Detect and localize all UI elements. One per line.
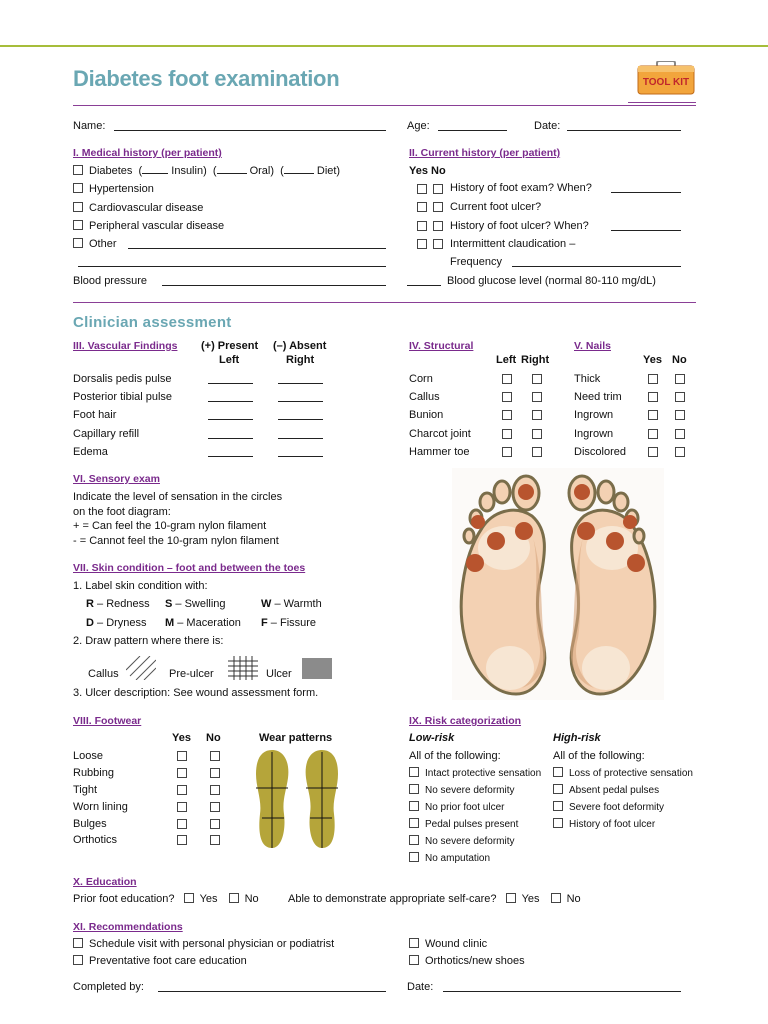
diet-field[interactable] — [284, 173, 314, 174]
low-risk-checkbox[interactable] — [409, 835, 419, 845]
toolkit-label: TOOL KIT — [642, 77, 690, 88]
foot-exam-no[interactable] — [433, 184, 443, 194]
name-label: Name: — [73, 120, 106, 132]
footwear-row-label: Orthotics — [73, 834, 118, 846]
skin-code: W – Warmth — [261, 598, 322, 610]
preulcer-pattern-icon — [228, 656, 258, 680]
sensory-line: on the foot diagram: — [73, 506, 171, 518]
footwear-row-label: Tight — [73, 784, 98, 796]
structural-right-checkbox[interactable] — [532, 447, 542, 457]
structural-right-checkbox[interactable] — [532, 392, 542, 402]
high-risk-checkbox[interactable] — [553, 801, 563, 811]
frequency-label: Frequency — [450, 256, 502, 268]
nails-heading: V. Nails — [574, 340, 611, 352]
top-rule — [0, 45, 768, 47]
nails-no-header: No — [672, 354, 687, 366]
diabetes-checkbox[interactable] — [73, 165, 83, 175]
blood-glucose-label: Blood glucose level (normal 80-110 mg/dL) — [447, 275, 656, 287]
toolkit-icon — [637, 61, 695, 95]
self-care-no-checkbox[interactable] — [551, 893, 561, 903]
structural-right-checkbox[interactable] — [532, 410, 542, 420]
diabetes-label: Diabetes — [89, 165, 133, 177]
structural-row-label: Hammer toe — [409, 446, 470, 458]
footwear-yes-checkbox[interactable] — [177, 751, 187, 761]
hypertension-checkbox[interactable] — [73, 183, 83, 193]
footwear-row-label: Bulges — [73, 818, 107, 830]
completed-by-label: Completed by: — [73, 981, 144, 993]
current-history-heading: II. Current history (per patient) — [409, 147, 561, 159]
recommendation-item: Wound clinic — [409, 938, 487, 950]
footwear-no-header: No — [206, 732, 221, 744]
nails-yes-checkbox[interactable] — [648, 392, 658, 402]
footwear-row-label: Loose — [73, 750, 103, 762]
footwear-row-label: Worn lining — [73, 801, 128, 813]
footwear-yes-header: Yes — [172, 732, 191, 744]
risk-heading: IX. Risk categorization — [409, 715, 522, 727]
sensory-line: + = Can feel the 10-gram nylon filament — [73, 520, 267, 532]
header-rule-accent — [628, 102, 696, 103]
current-item-label: Intermittent claudication – — [450, 238, 576, 250]
structural-left-checkbox[interactable] — [502, 447, 512, 457]
low-risk-all-following: All of the following: — [409, 750, 501, 762]
ulcer-history-no[interactable] — [433, 221, 443, 231]
nails-no-checkbox[interactable] — [675, 429, 685, 439]
section-rule — [73, 302, 696, 303]
absent-header: (–) Absent — [273, 340, 327, 352]
low-risk-item: No prior foot ulcer — [409, 801, 504, 813]
vascular-row-label: Foot hair — [73, 409, 117, 421]
footwear-heading: VIII. Footwear — [73, 715, 142, 727]
structural-left-checkbox[interactable] — [502, 429, 512, 439]
footwear-yes-checkbox[interactable] — [177, 835, 187, 845]
education-heading: X. Education — [73, 876, 137, 888]
recommendation-item: Schedule visit with personal physician or podiatrist — [73, 938, 334, 950]
name-field[interactable] — [114, 130, 386, 131]
medical-history-heading: I. Medical history (per patient) — [73, 147, 222, 159]
structural-right-checkbox[interactable] — [532, 429, 542, 439]
vascular-right-field[interactable] — [278, 401, 323, 402]
medical-item-label: Other — [89, 238, 117, 250]
footwear-no-checkbox[interactable] — [210, 785, 220, 795]
vascular-right-field[interactable] — [278, 383, 323, 384]
footwear-no-checkbox[interactable] — [210, 802, 220, 812]
nails-no-checkbox[interactable] — [675, 410, 685, 420]
nails-yes-header: Yes — [643, 354, 662, 366]
medical-item-label: Peripheral vascular disease — [89, 220, 225, 232]
structural-row-label: Bunion — [409, 409, 444, 421]
recommendation-checkbox[interactable] — [73, 955, 83, 965]
nails-no-checkbox[interactable] — [675, 392, 685, 402]
high-risk-header: High-risk — [553, 732, 601, 744]
yes-label: Yes — [521, 893, 540, 905]
structural-row-label: Corn — [409, 373, 433, 385]
diet-label: Diet) — [316, 165, 341, 177]
vascular-row-label: Edema — [73, 446, 108, 458]
footer-date-label: Date: — [407, 981, 434, 993]
skin-step3: 3. Ulcer description: See wound assessment form. — [73, 687, 319, 699]
callus-label: Callus — [88, 668, 119, 680]
low-risk-header: Low-risk — [409, 732, 455, 744]
header-rule — [73, 105, 696, 106]
other-field-cont[interactable] — [78, 266, 386, 267]
skin-code: M – Maceration — [165, 617, 241, 629]
medical-item — [73, 220, 224, 232]
age-field[interactable] — [438, 130, 507, 131]
footwear-no-checkbox[interactable] — [210, 819, 220, 829]
sensory-line: Indicate the level of sensation in the circles — [73, 491, 283, 503]
skin-code: S – Swelling — [165, 598, 226, 610]
sensory-heading: VI. Sensory exam — [73, 473, 160, 485]
vascular-right-field[interactable] — [278, 419, 323, 420]
structural-left-checkbox[interactable] — [502, 374, 512, 384]
clinician-heading: Clinician assessment — [73, 314, 232, 331]
nails-yes-checkbox[interactable] — [648, 410, 658, 420]
date-label: Date: — [534, 120, 561, 132]
high-risk-checkbox[interactable] — [553, 784, 563, 794]
yes-no-header: Yes No — [409, 165, 446, 177]
nails-row-label: Need trim — [574, 391, 622, 403]
age-label: Age: — [407, 120, 430, 132]
medical-item-label: Hypertension — [89, 183, 154, 195]
current-item-label: History of foot ulcer? When? — [450, 220, 589, 232]
peripheral-vascular-checkbox[interactable] — [73, 220, 83, 230]
nails-no-checkbox[interactable] — [675, 374, 685, 384]
structural-left-header: Left — [496, 354, 517, 366]
claudication-yes[interactable] — [417, 239, 427, 249]
yes-label: Yes — [199, 893, 218, 905]
structural-heading: IV. Structural — [409, 340, 474, 352]
low-risk-item: No severe deformity — [409, 784, 514, 796]
diabetes-row: Diabetes ( Insulin) ( Oral) ( Diet) — [73, 165, 340, 177]
ulcer-pattern-icon — [302, 658, 332, 679]
footwear-yes-checkbox[interactable] — [177, 768, 187, 778]
high-risk-item: Absent pedal pulses — [553, 784, 659, 796]
nails-yes-checkbox[interactable] — [648, 374, 658, 384]
skin-code: R – Redness — [86, 598, 150, 610]
blood-pressure-label: Blood pressure — [73, 275, 147, 287]
vascular-left-field[interactable] — [208, 456, 253, 457]
structural-left-checkbox[interactable] — [502, 392, 512, 402]
nails-yes-checkbox[interactable] — [648, 429, 658, 439]
other-field[interactable] — [128, 248, 386, 249]
footwear-no-checkbox[interactable] — [210, 835, 220, 845]
frequency-field[interactable] — [512, 266, 681, 267]
prior-education-label: Prior foot education? — [73, 893, 175, 905]
recommendation-checkbox[interactable] — [409, 955, 419, 965]
structural-row-label: Charcot joint — [409, 428, 471, 440]
high-risk-item: Severe foot deformity — [553, 801, 664, 813]
date-field[interactable] — [567, 130, 681, 131]
high-risk-item: Loss of protective sensation — [553, 767, 693, 779]
structural-right-header: Right — [521, 354, 550, 366]
blood-pressure-field[interactable] — [162, 285, 386, 286]
recommendation-checkbox[interactable] — [73, 938, 83, 948]
blood-glucose-field[interactable] — [407, 285, 441, 286]
low-risk-item: Pedal pulses present — [409, 818, 518, 830]
low-risk-checkbox[interactable] — [409, 818, 419, 828]
low-risk-item: No severe deformity — [409, 835, 514, 847]
ulcer-history-yes[interactable] — [417, 221, 427, 231]
vascular-heading: III. Vascular Findings — [73, 340, 178, 352]
insulin-label: Insulin) — [171, 165, 207, 177]
oral-label: Oral) — [249, 165, 275, 177]
footwear-no-checkbox[interactable] — [210, 768, 220, 778]
medical-item — [73, 183, 154, 195]
no-label: No — [566, 893, 581, 905]
low-risk-checkbox[interactable] — [409, 784, 419, 794]
structural-row-label: Callus — [409, 391, 440, 403]
medical-item — [73, 238, 117, 250]
skin-step1: 1. Label skin condition with: — [73, 580, 208, 592]
no-label: No — [244, 893, 259, 905]
self-care-yes-checkbox[interactable] — [506, 893, 516, 903]
footer-date-field[interactable] — [443, 991, 681, 992]
vascular-row-label: Dorsalis pedis pulse — [73, 373, 172, 385]
vascular-row-label: Posterior tibial pulse — [73, 391, 173, 403]
oral-field[interactable] — [217, 173, 247, 174]
nails-yes-checkbox[interactable] — [648, 447, 658, 457]
nails-row-label: Thick — [574, 373, 601, 385]
low-risk-item: No amputation — [409, 852, 490, 864]
nails-row-label: Ingrown — [574, 428, 614, 440]
footwear-no-checkbox[interactable] — [210, 751, 220, 761]
high-risk-item: History of foot ulcer — [553, 818, 655, 830]
page-title: Diabetes foot examination — [73, 66, 340, 91]
vascular-right-field[interactable] — [278, 438, 323, 439]
vascular-left-field[interactable] — [208, 383, 253, 384]
self-care-row — [288, 893, 581, 905]
prior-education-yes-checkbox[interactable] — [184, 893, 194, 903]
current-ulcer-no[interactable] — [433, 202, 443, 212]
cardiovascular-checkbox[interactable] — [73, 202, 83, 212]
vascular-left-field[interactable] — [208, 401, 253, 402]
sensory-line: - = Cannot feel the 10-gram nylon filament — [73, 535, 279, 547]
skin-step2: 2. Draw pattern where there is: — [73, 635, 224, 647]
prior-education-no-checkbox[interactable] — [229, 893, 239, 903]
nails-row-label: Discolored — [574, 446, 626, 458]
foot-exam-when-field[interactable] — [611, 192, 681, 193]
high-risk-checkbox[interactable] — [553, 767, 563, 777]
current-item-label: History of foot exam? When? — [450, 182, 592, 194]
present-header: (+) Present — [201, 340, 259, 352]
right-header: Right — [286, 354, 315, 366]
medical-item-label: Cardiovascular disease — [89, 202, 204, 214]
preulcer-label: Pre-ulcer — [169, 668, 214, 680]
low-risk-checkbox[interactable] — [409, 852, 419, 862]
structural-left-checkbox[interactable] — [502, 410, 512, 420]
left-header: Left — [219, 354, 240, 366]
completed-by-field[interactable] — [158, 991, 386, 992]
low-risk-item: Intact protective sensation — [409, 767, 541, 779]
vascular-left-field[interactable] — [208, 419, 253, 420]
wear-pattern-insoles — [252, 748, 344, 850]
vascular-right-field[interactable] — [278, 456, 323, 457]
insulin-field[interactable] — [142, 173, 168, 174]
medical-item — [73, 202, 203, 214]
education-row — [73, 893, 259, 905]
foot-diagram — [452, 468, 664, 700]
current-item-label: Current foot ulcer? — [450, 201, 542, 213]
low-risk-checkbox[interactable] — [409, 801, 419, 811]
current-ulcer-yes[interactable] — [417, 202, 427, 212]
skin-code: F – Fissure — [261, 617, 317, 629]
callus-pattern-icon — [126, 656, 156, 680]
ulcer-label: Ulcer — [266, 668, 292, 680]
skin-heading: VII. Skin condition – foot and between the toes — [73, 562, 306, 574]
footwear-yes-checkbox[interactable] — [177, 785, 187, 795]
recommendation-checkbox[interactable] — [409, 938, 419, 948]
nails-no-checkbox[interactable] — [675, 447, 685, 457]
vascular-row-label: Capillary refill — [73, 428, 140, 440]
vascular-left-field[interactable] — [208, 438, 253, 439]
other-checkbox[interactable] — [73, 238, 83, 248]
high-risk-all-following: All of the following: — [553, 750, 645, 762]
high-risk-checkbox[interactable] — [553, 818, 563, 828]
structural-right-checkbox[interactable] — [532, 374, 542, 384]
self-care-label: Able to demonstrate appropriate self-care? — [288, 893, 497, 905]
wear-patterns-header: Wear patterns — [259, 732, 333, 744]
low-risk-checkbox[interactable] — [409, 767, 419, 777]
recommendation-item: Orthotics/new shoes — [409, 955, 525, 967]
foot-exam-yes[interactable] — [417, 184, 427, 194]
claudication-no[interactable] — [433, 239, 443, 249]
nails-row-label: Ingrown — [574, 409, 614, 421]
skin-code: D – Dryness — [86, 617, 147, 629]
ulcer-history-when-field[interactable] — [611, 230, 681, 231]
footwear-yes-checkbox[interactable] — [177, 819, 187, 829]
footwear-yes-checkbox[interactable] — [177, 802, 187, 812]
recommendations-heading: XI. Recommendations — [73, 921, 183, 933]
footwear-row-label: Rubbing — [73, 767, 114, 779]
recommendation-item: Preventative foot care education — [73, 955, 247, 967]
